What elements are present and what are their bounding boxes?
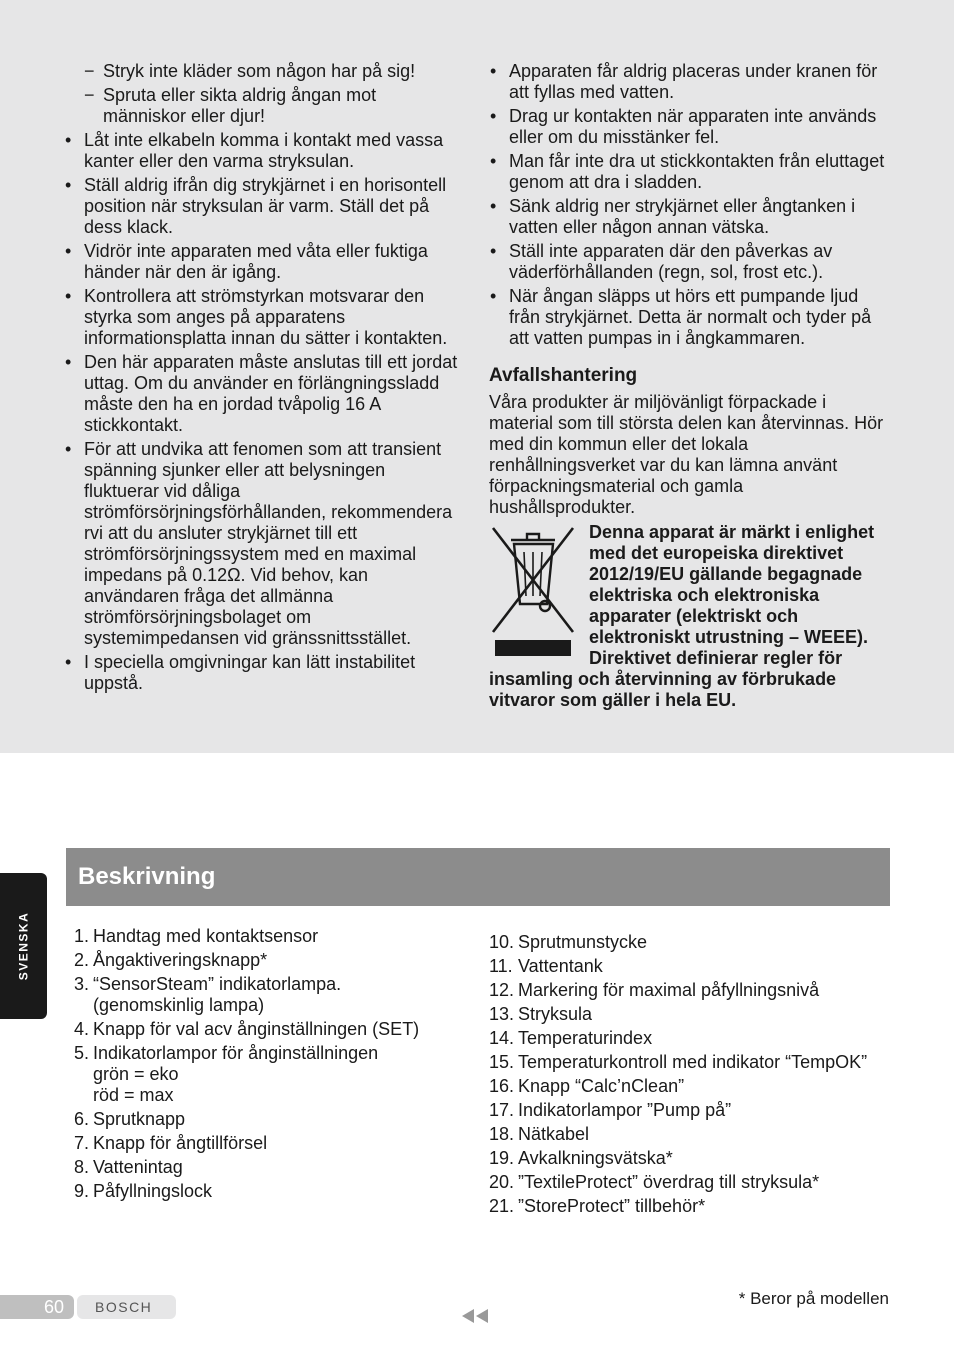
part-label: Indikatorlampor ”Pump på” — [518, 1100, 732, 1120]
left-column — [64, 61, 464, 697]
part-item — [74, 950, 474, 971]
part-item — [489, 980, 909, 1001]
language-tab — [0, 873, 47, 1019]
part-item — [74, 1043, 474, 1106]
part-label: ”TextileProtect” överdrag till stryksula* — [518, 1172, 820, 1192]
part-label: Temperaturkontroll med indikator “TempOK” — [518, 1052, 868, 1072]
brand-label: BOSCH — [77, 1295, 176, 1319]
section-title: Beskrivning — [78, 863, 216, 890]
part-number: 13. — [489, 1004, 515, 1024]
part-number: 7. — [74, 1133, 90, 1153]
bullet-item: • Vidrör inte apparaten med våta eller fuktiga händer när den är igång. — [64, 241, 464, 283]
bullet-item: • När ångan släpps ut hörs ett pumpande ljud från strykjärnet. Detta är normalt och tyder på att vatten pumpas in i ångkammaren. — [489, 286, 894, 349]
part-number: 15. — [489, 1052, 515, 1072]
part-number: 9. — [74, 1181, 90, 1201]
part-item — [489, 1172, 909, 1193]
bullet-item: • Apparaten får aldrig placeras under kranen för att fyllas med vatten. — [489, 61, 894, 103]
parts-list-right — [489, 932, 909, 1220]
part-item — [74, 1109, 474, 1130]
part-label: Knapp för ångtillförsel — [93, 1133, 268, 1153]
part-number: 11. — [489, 956, 513, 976]
part-label: ”StoreProtect” tillbehör* — [518, 1196, 706, 1216]
disposal-heading: Avfallshantering — [489, 365, 638, 386]
bullet-item: • Ställ aldrig ifrån dig strykjärnet i en horisontell position när stryksulan är varm. Ställ det på dess klack. — [64, 175, 464, 238]
sub-list-item: − Spruta eller sikta aldrig ångan mot människor eller djur! — [84, 85, 464, 127]
part-item — [74, 1181, 474, 1202]
crossed-out-wheelie-bin-icon — [489, 524, 579, 656]
part-number: 2. — [74, 950, 90, 970]
description-header — [66, 848, 890, 906]
part-item — [489, 956, 909, 977]
language-label: SVENSKA — [16, 911, 30, 981]
part-number: 21. — [489, 1196, 515, 1216]
part-label: Temperaturindex — [518, 1028, 653, 1048]
sub-list-item: − Stryk inte kläder som någon har på sig! — [84, 61, 464, 82]
parts-list-left — [74, 926, 474, 1205]
page-number: 60 — [0, 1295, 74, 1319]
part-item — [489, 1004, 909, 1025]
sub-item-list — [84, 61, 464, 127]
double-left-arrow-icon[interactable] — [462, 1309, 490, 1323]
part-label: Sprutmunstycke — [518, 932, 648, 952]
part-number: 10. — [489, 932, 515, 952]
part-label: Indikatorlampor för ånginställningen grön = eko röd = max — [93, 1043, 379, 1105]
bullet-item: • Sänk aldrig ner strykjärnet eller ångtanken i vatten eller någon annan vätska. — [489, 196, 894, 238]
part-label: Sprutknapp — [93, 1109, 186, 1129]
part-number: 5. — [74, 1043, 90, 1063]
part-label: Handtag med kontaktsensor — [93, 926, 319, 946]
part-number: 4. — [74, 1019, 90, 1039]
left-bullet-list — [64, 130, 464, 694]
part-number: 19. — [489, 1148, 515, 1168]
weee-block — [489, 522, 894, 711]
part-item — [74, 1019, 474, 1040]
part-number: 12. — [489, 980, 515, 1000]
part-label: Ångaktiveringsknapp* — [93, 950, 268, 970]
part-item — [489, 1076, 909, 1097]
part-number: 17. — [489, 1100, 515, 1120]
part-number: 6. — [74, 1109, 90, 1129]
part-label: “SensorSteam” indikatorlampa. (genomskinlig lampa) — [93, 974, 342, 1015]
part-number: 8. — [74, 1157, 90, 1177]
part-label: Vattenintag — [93, 1157, 183, 1177]
right-bullet-list — [489, 61, 894, 349]
part-number: 1. — [74, 926, 90, 946]
bullet-item: • Låt inte elkabeln komma i kontakt med vassa kanter eller den varma stryksulan. — [64, 130, 464, 172]
bullet-item: • För att undvika att fenomen som att transient spänning sjunker eller att belysningen fluktuerar vid dåliga strömförsörjningsförhållanden, rekommendera rvi att du ansluter strykjärnet till ett strömförsörjningssystem med en maximal impedans på 0.12Ω. Vid behov, kan användaren fråga det allmänna strömförsörjningsbolaget om systemimpedansen vid gränssnittsstället. — [64, 439, 464, 649]
part-item — [489, 1196, 909, 1217]
part-item — [489, 1124, 909, 1145]
bullet-item: • I speciella omgivningar kan lätt instabilitet uppstå. — [64, 652, 464, 694]
part-label: Vattentank — [518, 956, 603, 976]
part-number: 3. — [74, 974, 90, 994]
bullet-item: • Man får inte dra ut stickkontakten från eluttaget genom att dra i sladden. — [489, 151, 894, 193]
part-number: 18. — [489, 1124, 515, 1144]
part-item — [74, 1157, 474, 1178]
part-item — [74, 926, 474, 947]
bullet-item: • Kontrollera att strömstyrkan motsvarar den styrka som anges på apparatens informationsplatta innan du sätter i kontakten. — [64, 286, 464, 349]
part-label: Stryksula — [518, 1004, 593, 1024]
part-item — [489, 932, 909, 953]
part-number: 14. — [489, 1028, 515, 1048]
part-label: Avkalkningsvätska* — [518, 1148, 673, 1168]
part-label: Nätkabel — [518, 1124, 590, 1144]
part-item — [74, 1133, 474, 1154]
part-item — [74, 974, 474, 1016]
footnote: * Beror på modellen — [738, 1289, 889, 1308]
right-column — [489, 61, 894, 711]
bullet-item: • Den här apparaten måste anslutas till ett jordat uttag. Om du använder en förlängningssladd måste den ha en jordad tvåpolig 16 A stickkontakt. — [64, 352, 464, 436]
part-item — [489, 1100, 909, 1121]
part-item — [489, 1052, 909, 1073]
part-number: 20. — [489, 1172, 515, 1192]
bullet-item: • Ställ inte apparaten där den påverkas av väderförhållanden (regn, sol, frost etc.). — [489, 241, 894, 283]
part-label: Markering för maximal påfyllningsnivå — [518, 980, 820, 1000]
bullet-item: • Drag ur kontakten när apparaten inte används eller om du misstänker fel. — [489, 106, 894, 148]
part-label: Knapp för val acv ånginställningen (SET) — [93, 1019, 420, 1039]
part-label: Knapp “Calc’nClean” — [518, 1076, 685, 1096]
part-number: 16. — [489, 1076, 515, 1096]
disposal-text: Våra produkter är miljövänligt förpackade i material som till största delen kan återvinnas. Hör med din kommun eller det lokala renhållningsverket var du kan lämna använt förpackningsmaterial och gamla hushållsprodukter. — [489, 392, 884, 517]
part-label: Påfyllningslock — [93, 1181, 213, 1201]
part-item — [489, 1148, 909, 1169]
weee-text: Denna apparat är märkt i enlighet med det europeiska direktivet 2012/19/EU gällande begagnade elektriska och elektroniska apparater (elektriskt och elektroniskt utrustning – WEEE). Direktivet definierar regler för insamling och återvinning av förbrukade vitvaror som gäller i hela EU. — [489, 522, 875, 710]
part-item — [489, 1028, 909, 1049]
